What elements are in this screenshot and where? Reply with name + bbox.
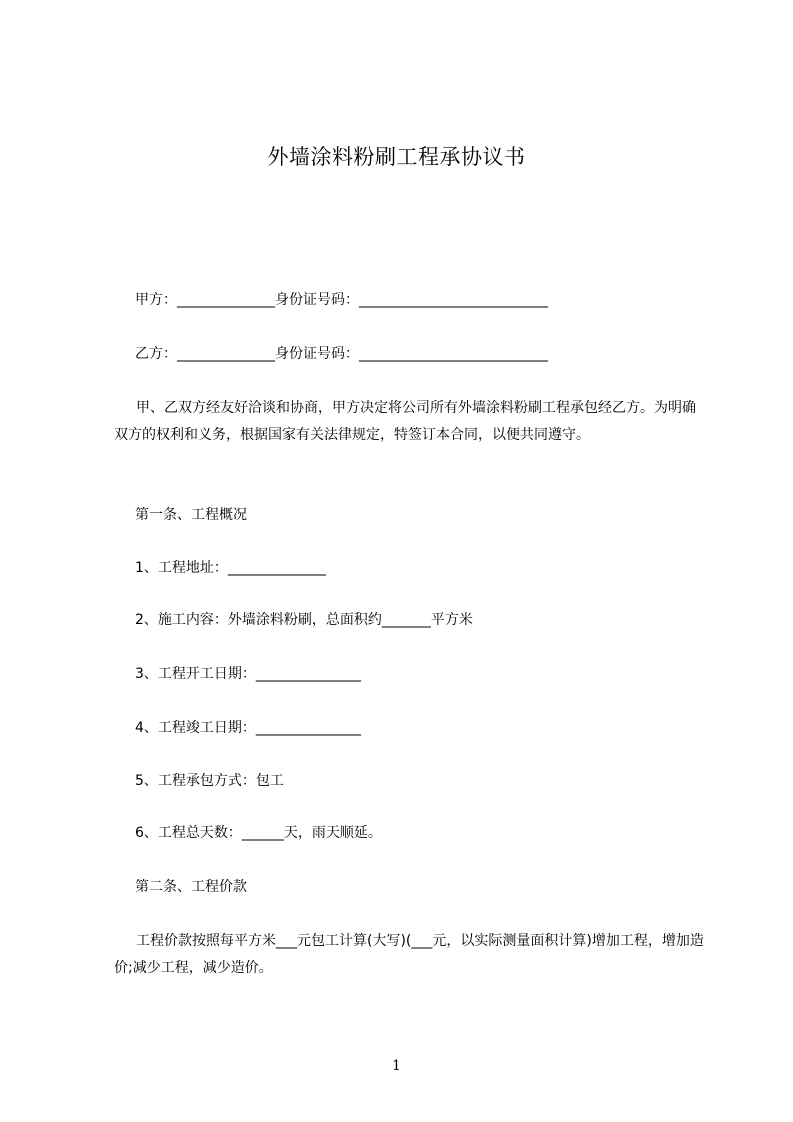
article-1-heading: 第一条、工程概况: [135, 507, 247, 523]
item-1-address: 1、工程地址：______________: [135, 560, 326, 576]
item-6-total-days: 6、工程总天数：______天，雨天顺延。: [135, 825, 382, 841]
price-paragraph: 工程价款按照每平方米___元包工计算(大写)(___元，以实际测量面积计算)增加工程，增加造价;减少工程，减少造价。: [114, 933, 704, 976]
document-title: 外墙涂料粉刷工程承协议书: [267, 145, 526, 169]
article-2-heading: 第二条、工程价款: [135, 879, 247, 895]
item-2-content: 2、施工内容：外墙涂料粉刷，总面积约_______平方米: [135, 612, 473, 628]
intro-paragraph: 甲、乙双方经友好洽谈和协商，甲方决定将公司所有外墙涂料粉刷工程承包经乙方。为明确双方的权利和义务，根据国家有关法律规定，特签订本合同，以便共同遵守。: [114, 400, 696, 443]
item-3-start-date: 3、工程开工日期：_______________: [135, 666, 361, 682]
item-5-contract-method: 5、工程承包方式：包工: [135, 773, 284, 789]
party-b-line: 乙方：______________身份证号码：___________________________: [135, 346, 548, 362]
item-4-completion-date: 4、工程竣工日期：_______________: [135, 720, 361, 736]
page-number: 1: [392, 1058, 401, 1074]
party-a-line: 甲方：______________身份证号码：___________________________: [135, 292, 548, 308]
